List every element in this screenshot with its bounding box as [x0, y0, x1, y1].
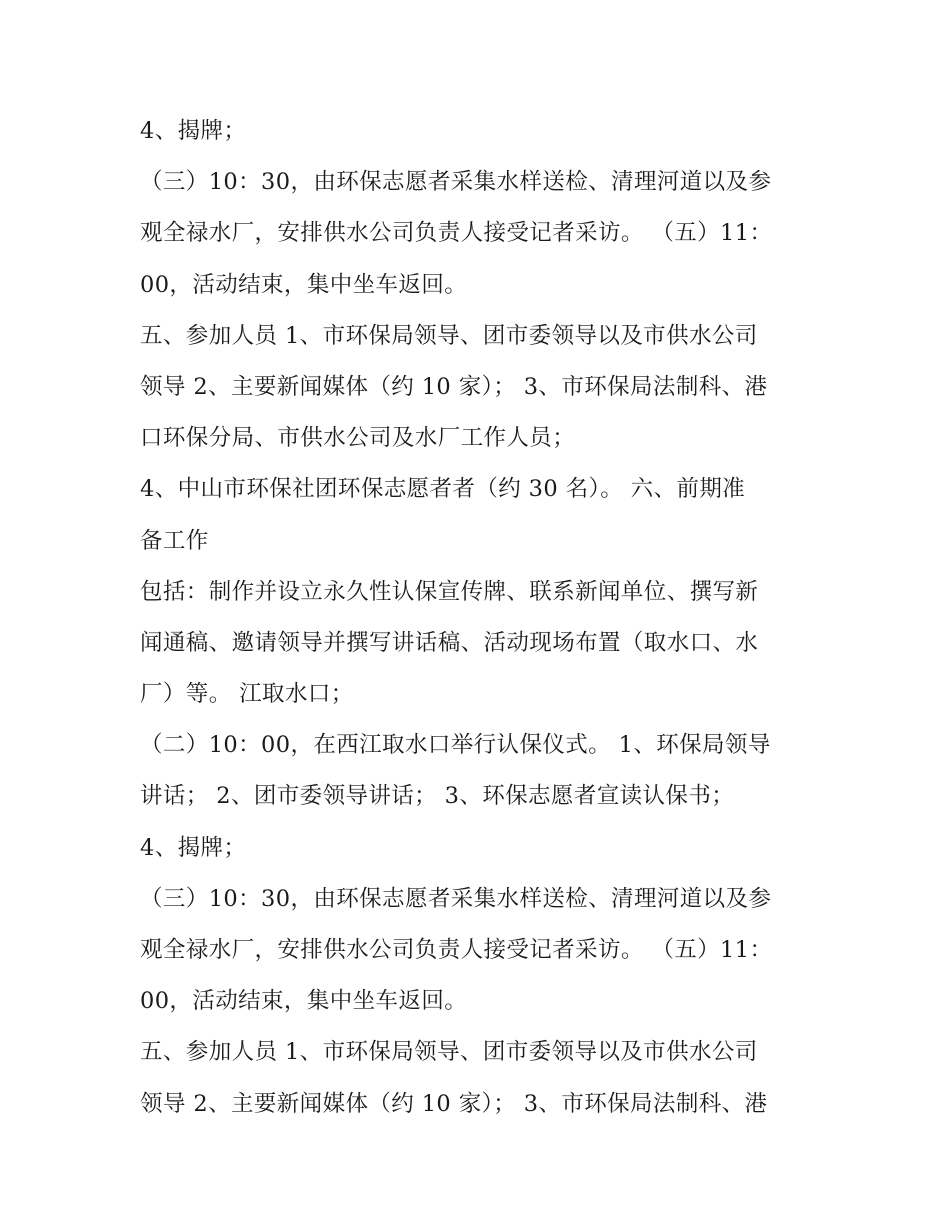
text-line: 五、参加人员 1、市环保局领导、团市委领导以及市供水公司 [140, 322, 758, 349]
text-line: 观全禄水厂，安排供水公司负责人接受记者采访。 （五）11： [140, 937, 773, 963]
text-line: 讲话； 2、团市委领导讲话； 3、环保志愿者宣读认保书； [140, 783, 735, 810]
text-line: 备工作 [140, 527, 209, 554]
text-line: 包括：制作并设立永久性认保宣传牌、联系新闻单位、撰写新 [140, 578, 759, 605]
text-line: （二）10：00，在西江取水口举行认保仪式。 1、环保局领导 [140, 732, 771, 759]
text-line: 领导 2、主要新闻媒体（约 10 家）； 3、市环保局法制科、港 [140, 373, 768, 400]
text-line: 00，活动结束，集中坐车返回。 [140, 271, 468, 298]
text-line: 厂）等。 江取水口； [140, 681, 354, 708]
text-line: 4、揭牌； [140, 118, 247, 144]
text-line: 口环保分局、市供水公司及水厂工作人员； [140, 425, 576, 452]
text-line: 观全禄水厂，安排供水公司负责人接受记者采访。 （五）11： [140, 220, 773, 247]
text-line: 五、参加人员 1、市环保局领导、团市委领导以及市供水公司 [140, 1039, 758, 1066]
text-line: 领导 2、主要新闻媒体（约 10 家）； 3、市环保局法制科、港 [140, 1090, 768, 1117]
document-body [140, 106, 820, 1130]
text-line: （三）10：30，由环保志愿者采集水样送检、清理河道以及参 [140, 169, 772, 196]
text-line: 4、揭牌； [140, 834, 247, 861]
text-line: 闻通稿、邀请领导并撰写讲话稿、活动现场布置（取水口、水 [140, 629, 759, 656]
text-line: （三）10：30，由环保志愿者采集水样送检、清理河道以及参 [140, 885, 772, 912]
text-line: 00，活动结束，集中坐车返回。 [140, 988, 468, 1015]
text-line: 4、中山市环保社团环保志愿者者（约 30 名）。 六、前期准 [140, 476, 746, 503]
